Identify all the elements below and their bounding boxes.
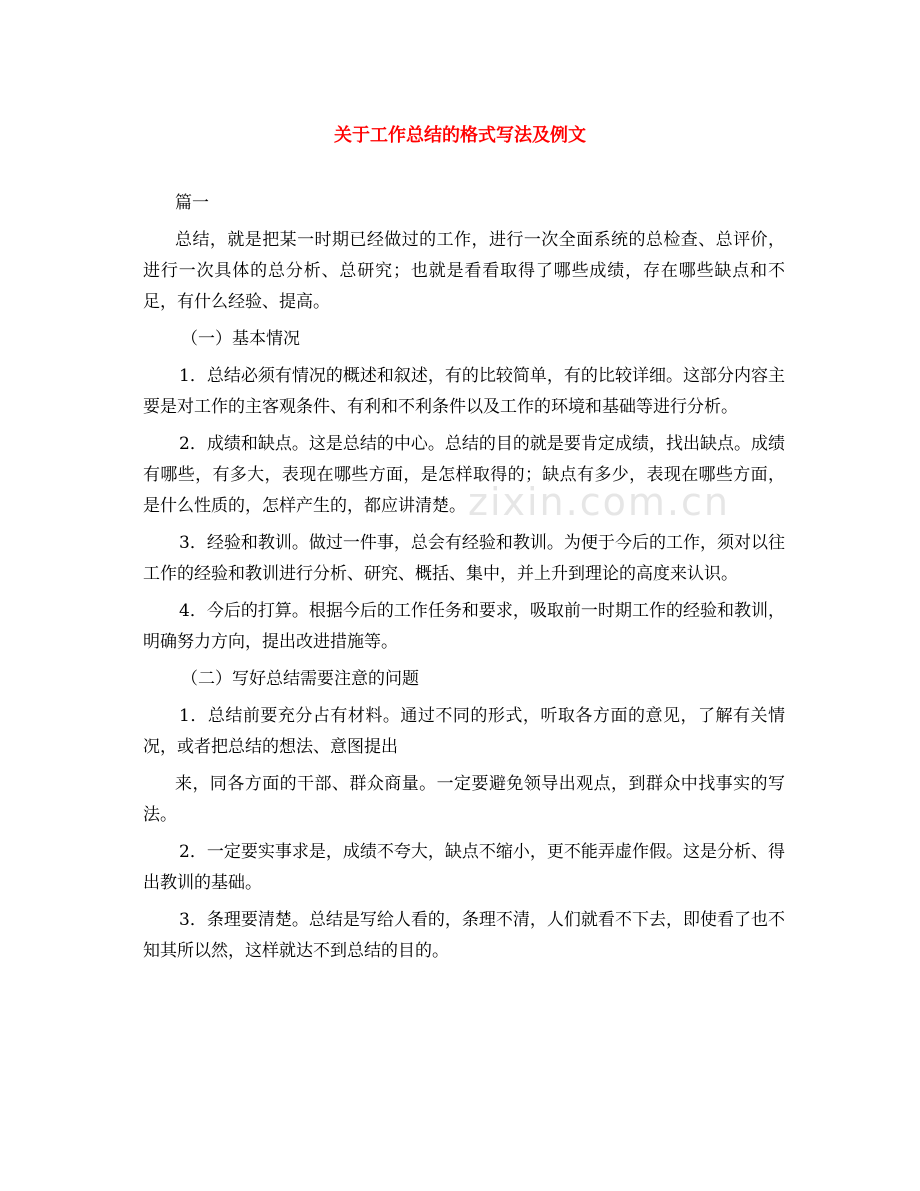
paragraph-heading-1: 篇一 xyxy=(175,193,209,213)
paragraph-definition: 总结，就是把某一时期已经做过的工作，进行一次全面系统的总检查、总评价，进行一次具体的总分析、总研究；也就是看看取得了哪些成绩，存在哪些缺点和不足，有什么经验、提高。 xyxy=(143,230,785,312)
section-heading-basic: （一）基本情况 xyxy=(181,329,300,349)
list-item-achievements: 2．成绩和缺点。这是总结的中心。总结的目的就是要肯定成绩，找出缺点。成绩有哪些，有多大，表现在哪些方面，是怎样取得的；缺点有多少，表现在哪些方面，是什么性质的，怎样产生的，都应讲清楚。 xyxy=(143,434,785,516)
list-item-lessons: 3．经验和教训。做过一件事，总会有经验和教训。为便于今后的工作，须对以往工作的经验和教训进行分析、研究、概括、集中，并上升到理论的高度来认识。 xyxy=(143,533,785,584)
document-title: 关于工作总结的格式写法及例文 xyxy=(334,125,586,146)
list-item-materials-continued: 来，同各方面的干部、群众商量。一定要避免领导出观点，到群众中找事实的写法。 xyxy=(143,774,785,825)
document-body xyxy=(143,188,785,973)
list-item-overview: 1．总结必须有情况的概述和叙述，有的比较简单，有的比较详细。这部分内容主要是对工作的主客观条件、有利和不利条件以及工作的环境和基础等进行分析。 xyxy=(143,366,785,417)
section-heading-notes: （二）写好总结需要注意的问题 xyxy=(181,669,419,689)
watermark: zixin.com.cn xyxy=(468,480,730,524)
list-item-truthful: 2．一定要实事求是，成绩不夸大，缺点不缩小，更不能弄虚作假。这是分析、得出教训的基础。 xyxy=(143,842,785,893)
list-item-plans: 4．今后的打算。根据今后的工作任务和要求，吸取前一时期工作的经验和教训，明确努力方向，提出改进措施等。 xyxy=(143,601,785,652)
list-item-clarity: 3．条理要清楚。总结是写给人看的，条理不清，人们就看不下去，即使看了也不知其所以然，这样就达不到总结的目的。 xyxy=(143,910,785,961)
list-item-materials: 1．总结前要充分占有材料。通过不同的形式，听取各方面的意见，了解有关情况，或者把总结的想法、意图提出 xyxy=(143,706,785,757)
